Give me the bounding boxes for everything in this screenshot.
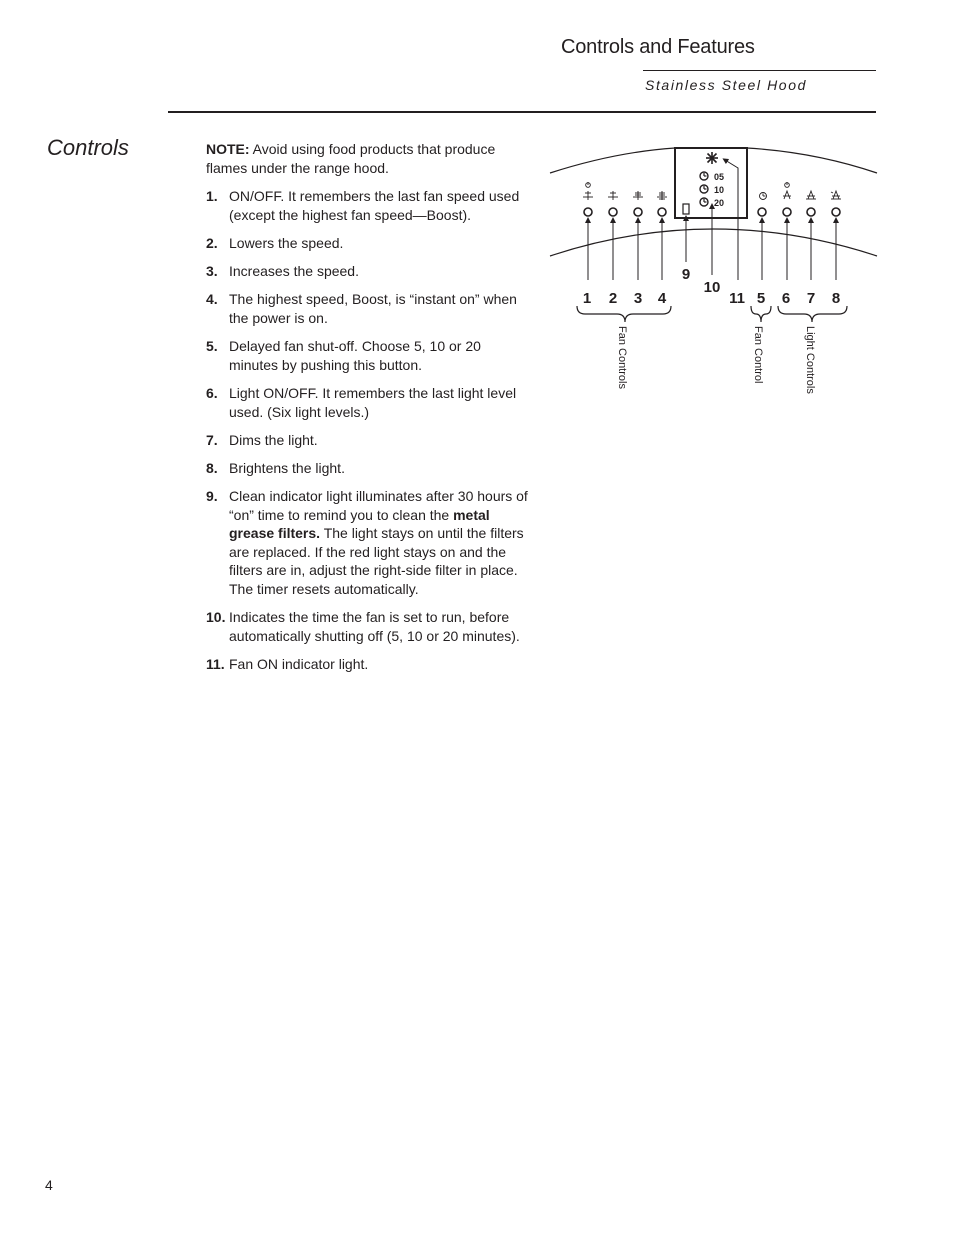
header-title: Controls and Features [561,36,755,58]
item-number: 3. [206,263,218,280]
list-item [206,487,532,599]
callout-10: 10 [703,279,721,296]
callout-6: 6 [781,290,791,307]
controls-list [206,187,532,673]
item-number: 7. [206,431,218,448]
section-title: Controls [47,135,129,160]
callout-7: 7 [806,290,816,307]
item-number: 10. [206,609,226,626]
item-text: Dims the light. [229,431,318,448]
clean-filter-indicator [683,204,689,214]
fan-speed-down-icon [608,191,618,200]
fan-power-icon [583,182,593,200]
controls-description [206,140,532,683]
note-label: NOTE: [206,141,250,157]
item-text: Indicates the time the fan is set to run, before automatically shutting off (5, 10 or 20 minutes). [229,609,520,644]
fan-boost-button[interactable] [658,208,666,216]
item-text: Fan ON indicator light. [229,656,369,672]
note-paragraph [206,140,532,177]
timer-05-indicator [700,172,724,182]
list-item [206,459,532,478]
light-dim-button[interactable] [807,208,815,216]
item-number: 2. [206,234,218,251]
item-text: Brightens the light. [229,459,345,476]
delay-shutoff-button[interactable] [758,208,766,216]
item-text: Delayed fan shut-off. Choose 5, 10 or 20 minutes by pushing this button. [229,338,481,373]
list-item [206,290,532,327]
list-item [206,262,532,281]
item-number: 11. [206,656,225,672]
control-panel-diagram [545,140,885,410]
fan-speed-down-button[interactable] [609,208,617,216]
callout-8: 8 [831,290,841,307]
fan-speed-up-icon [633,191,643,200]
note-text: Avoid using food products that produce flames under the range hood. [206,141,496,176]
list-item [206,431,532,450]
callout-1: 1 [582,290,592,307]
callout-4: 4 [657,290,667,307]
panel-top-edge-right [747,148,877,173]
item-number: 1. [206,188,218,205]
list-item [206,234,532,253]
header-divider-short [643,70,876,71]
item-text: Light ON/OFF. It remembers the last light level used. (Six light levels.) [229,384,517,420]
page-number: 4 [45,1177,53,1193]
list-item [206,655,532,674]
item-number: 6. [206,384,218,401]
item-number: 8. [206,459,218,476]
item-number: 4. [206,291,218,308]
fan-on-indicator-icon [706,152,718,164]
light-bright-button[interactable] [832,208,840,216]
group-label-fan-control: Fan Control [752,326,764,384]
header-subtitle: Stainless Steel Hood [645,77,807,93]
fan-boost-icon [657,191,667,200]
list-item [206,337,532,374]
callout-5: 5 [756,290,766,307]
callout-arrow-11 [725,160,738,280]
item-text-after: The light stays on until the filters are replaced. If the red light stays on and the filters are in, adjust the right-side filter in place. The timer resets automatically. [229,525,524,598]
timer-05-label: 05 [714,172,725,182]
item-number: 9. [206,488,218,505]
list-item [206,384,532,421]
fan-power-button[interactable] [584,208,592,216]
list-item [206,608,532,645]
delay-timer-icon [760,193,767,200]
header-divider-long [168,111,876,113]
item-text: ON/OFF. It remembers the last fan speed used (except the highest fan speed—Boost). [229,188,520,223]
light-power-button[interactable] [783,208,791,216]
group-label-fan-controls: Fan Controls [616,326,628,389]
item-number: 5. [206,338,218,355]
callout-2: 2 [608,290,618,307]
panel-top-edge [550,148,675,173]
callout-11: 11 [729,290,745,307]
light-power-icon [783,182,791,199]
brace-fan-control [751,306,771,322]
panel-bottom-edge [550,229,877,256]
timer-10-indicator [700,185,724,195]
item-text: Lowers the speed. [229,234,344,251]
callout-3: 3 [633,290,643,307]
item-text: The highest speed, Boost, is “instant on” when the power is on. [229,291,517,326]
timer-20-label: 20 [714,198,725,208]
list-item [206,187,532,224]
item-text-bold: metal grease filters. [229,506,490,542]
item-text-before: Clean indicator light illuminates after 30 hours of “on” time to remind you to clean the [229,488,528,523]
light-dim-icon [806,191,816,199]
brace-fan-controls [577,306,671,322]
callout-9: 9 [681,266,691,283]
brace-light-controls [778,306,847,322]
timer-10-label: 10 [714,185,725,195]
item-text: Increases the speed. [229,263,359,280]
light-bright-icon [831,191,841,199]
group-label-light-controls: Light Controls [804,326,816,394]
fan-speed-up-button[interactable] [634,208,642,216]
